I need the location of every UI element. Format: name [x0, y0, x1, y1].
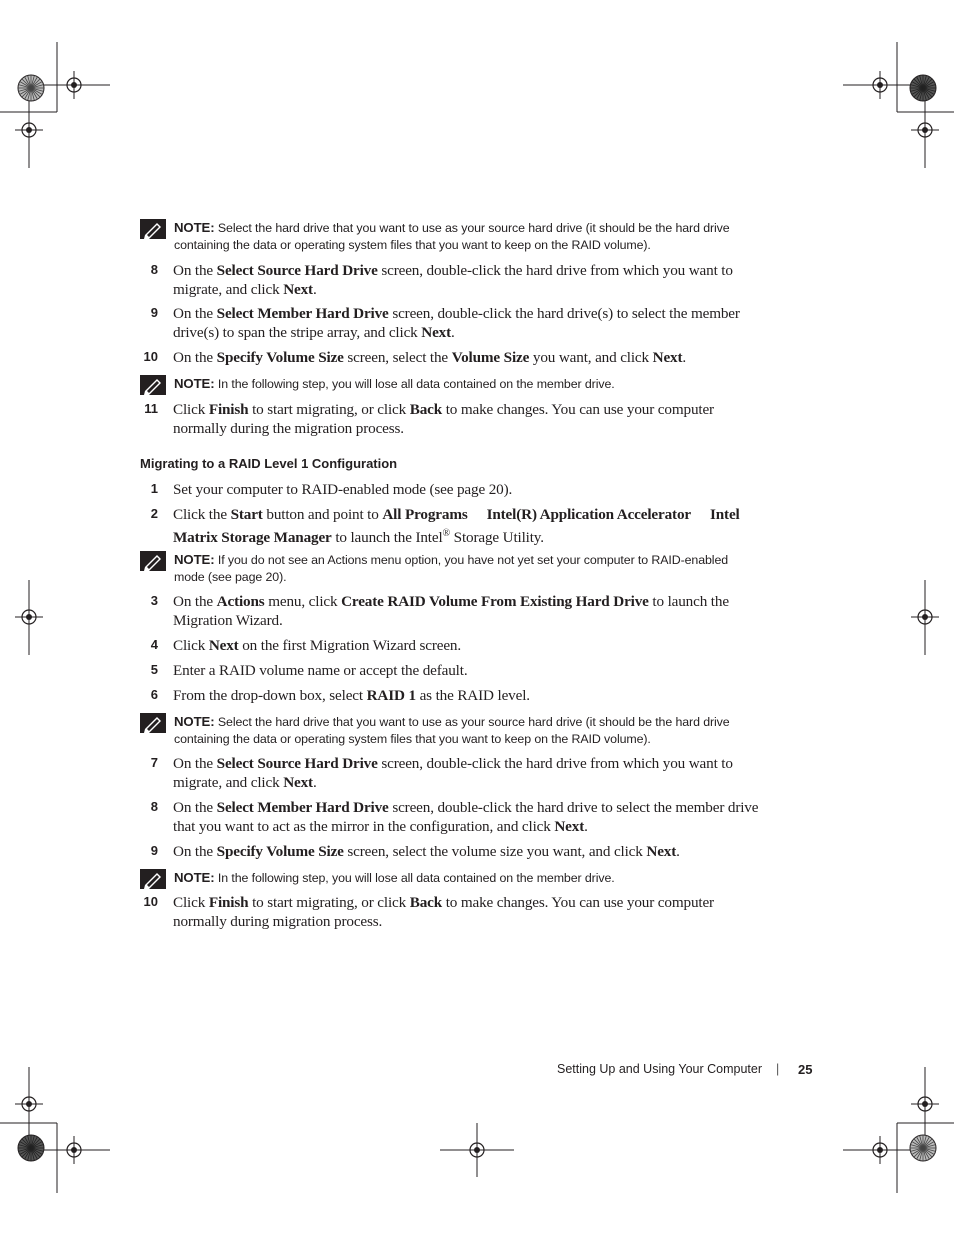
ui-term: RAID 1 [366, 687, 416, 704]
step-text: you want, and click [532, 349, 649, 366]
color-bar-starburst-icon [910, 75, 936, 101]
ui-term: Actions [327, 553, 368, 567]
ui-term: Select Source Hard Drive [216, 262, 378, 279]
step-9b [140, 842, 760, 861]
step-text: On the [173, 305, 214, 322]
ui-term: Intel(R) Application Accelerator [486, 506, 691, 523]
step-text: to start migrating, or click [252, 894, 407, 911]
note [140, 375, 760, 393]
ui-term: Next [283, 774, 313, 791]
color-bar-starburst-icon [18, 75, 44, 101]
step-text: screen, double-click the hard drive to select the member drive that you want to act as the mirror in the configuration, and click [173, 799, 759, 835]
step-1 [140, 480, 760, 499]
note-label: NOTE: [174, 376, 215, 391]
ui-term: Volume Size [451, 349, 530, 366]
ui-term: Intel Matrix Storage Manager [173, 506, 740, 547]
step-text: to make changes. You can use your computer normally during the migration process. [173, 401, 714, 437]
note-text: Select the hard drive that you want to use as your source hard drive (it should be the hard drive containing the data or operating system files that you want to keep on the RAID volume). [174, 715, 730, 746]
punctuation: . [682, 349, 687, 366]
note-pencil-icon [140, 551, 166, 571]
step-text: screen, double-click the hard drive from which you want to migrate, and click [173, 755, 733, 791]
step-10b [140, 893, 760, 931]
step-number: 1 [150, 481, 158, 496]
step-text: button and point to [266, 506, 379, 523]
punctuation: . [584, 818, 588, 835]
note [140, 713, 760, 748]
step-number: 6 [150, 687, 158, 702]
note-label: NOTE: [174, 552, 215, 567]
step-number: 8 [150, 262, 158, 277]
step-number: 9 [150, 305, 158, 320]
step-text: to launch the Intel [335, 529, 443, 547]
step-2 [140, 505, 760, 547]
punctuation: . [312, 281, 317, 298]
step-text: to launch the Migration Wizard. [173, 593, 729, 629]
step-number: 2 [150, 506, 158, 521]
step-text: On the [173, 349, 214, 366]
ui-term: Create RAID Volume From Existing Hard Drive [341, 593, 649, 610]
step-9 [140, 304, 760, 342]
step-text: Click [173, 401, 206, 418]
footer-separator: | [776, 1062, 780, 1076]
step-text: screen, double-click the hard drive(s) to select the member drive(s) to span the stripe array, and click [173, 305, 740, 341]
color-bar-starburst-icon [18, 1135, 44, 1161]
step-text: On the [173, 799, 214, 816]
ui-term: Back [409, 894, 443, 911]
step-number: 7 [150, 755, 158, 770]
step-text: menu, click [268, 593, 338, 610]
step-text: to make changes. You can use your computer normally during migration process. [173, 894, 714, 930]
step-text: screen, double-click the hard drive from which you want to migrate, and click [173, 262, 733, 298]
step-8 [140, 261, 760, 299]
ui-term: Select Member Hard Drive [216, 799, 389, 816]
step-number: 10 [143, 349, 158, 364]
step-number: 5 [150, 662, 158, 677]
ui-term: Start [230, 506, 263, 523]
note-text: If you do not see an [217, 553, 325, 567]
ui-term: Finish [208, 894, 249, 911]
note [140, 869, 760, 887]
note-label: NOTE: [174, 870, 215, 885]
step-text: Click [173, 637, 206, 654]
ui-term: Next [208, 637, 239, 654]
note-text: Select the hard drive that you want to use as your source hard drive (it should be the hard drive containing the data or operating system files that you want to keep on the RAID volume). [174, 221, 730, 252]
note [140, 219, 760, 254]
color-bar-starburst-icon [910, 1135, 936, 1161]
note [140, 551, 760, 586]
step-6 [140, 686, 760, 705]
step-11 [140, 400, 760, 438]
ui-term: Next [646, 843, 677, 860]
step-text: screen, select the volume size you want, and click [347, 843, 643, 860]
ui-term: Back [409, 401, 443, 418]
step-number: 11 [144, 401, 158, 416]
note-pencil-icon [140, 375, 166, 395]
step-7 [140, 754, 760, 792]
step-text: Click the [173, 506, 227, 523]
step-5 [140, 661, 760, 680]
step-text: Storage Utility. [453, 529, 544, 547]
note-pencil-icon [140, 219, 166, 239]
ui-term: Select Source Hard Drive [216, 755, 378, 772]
note-text: menu option, you have not yet set your computer to RAID-enabled mode (see page 20). [174, 553, 729, 584]
step-text: On the [173, 262, 214, 279]
ui-term: Next [652, 349, 683, 366]
step-number: 4 [150, 637, 158, 652]
step-4 [140, 636, 760, 655]
note-text: In the following step, you will lose all data contained on the member drive. [217, 377, 615, 391]
step-text: On the [173, 755, 214, 772]
punctuation: . [312, 774, 317, 791]
step-text: Click [173, 894, 206, 911]
ui-term: Next [421, 324, 452, 341]
ui-term: Select Member Hard Drive [216, 305, 389, 322]
step-text: From the drop-down box, select [173, 687, 363, 704]
step-10 [140, 348, 760, 367]
page-number: 25 [798, 1062, 813, 1077]
step-8b [140, 798, 760, 836]
note-label: NOTE: [174, 714, 215, 729]
ui-term: Finish [208, 401, 249, 418]
step-number: 9 [150, 843, 158, 858]
step-number: 8 [150, 799, 158, 814]
step-text: as the RAID level. [419, 687, 530, 704]
footer-section-title: Setting Up and Using Your Computer [557, 1062, 762, 1076]
step-number: 3 [150, 593, 158, 608]
note-text: In the following step, you will lose all data contained on the member drive. [217, 871, 615, 885]
ui-term: Actions [216, 593, 265, 610]
ui-term: All Programs [382, 506, 468, 523]
ui-term: Next [283, 281, 313, 298]
note-label: NOTE: [174, 220, 215, 235]
step-number: 10 [143, 894, 158, 909]
ui-term: Specify Volume Size [216, 349, 344, 366]
note-pencil-icon [140, 713, 166, 733]
punctuation: . [451, 324, 455, 341]
step-text: Enter a RAID volume name or accept the default. [173, 662, 468, 679]
step-text: on the first Migration Wizard screen. [242, 637, 462, 654]
step-3 [140, 592, 760, 630]
step-text: to start migrating, or click [252, 401, 407, 418]
ui-term: Next [554, 818, 585, 835]
ui-term: Specify Volume Size [216, 843, 344, 860]
step-text: Set your computer to RAID-enabled mode (see page 20). [173, 481, 513, 498]
section-heading: Migrating to a RAID Level 1 Configuration [140, 456, 398, 471]
punctuation: . [676, 843, 680, 860]
registered-mark: ® [442, 528, 450, 539]
step-text: On the [173, 843, 214, 860]
step-text: screen, select the [347, 349, 449, 366]
note-pencil-icon [140, 869, 166, 889]
step-text: On the [173, 593, 214, 610]
